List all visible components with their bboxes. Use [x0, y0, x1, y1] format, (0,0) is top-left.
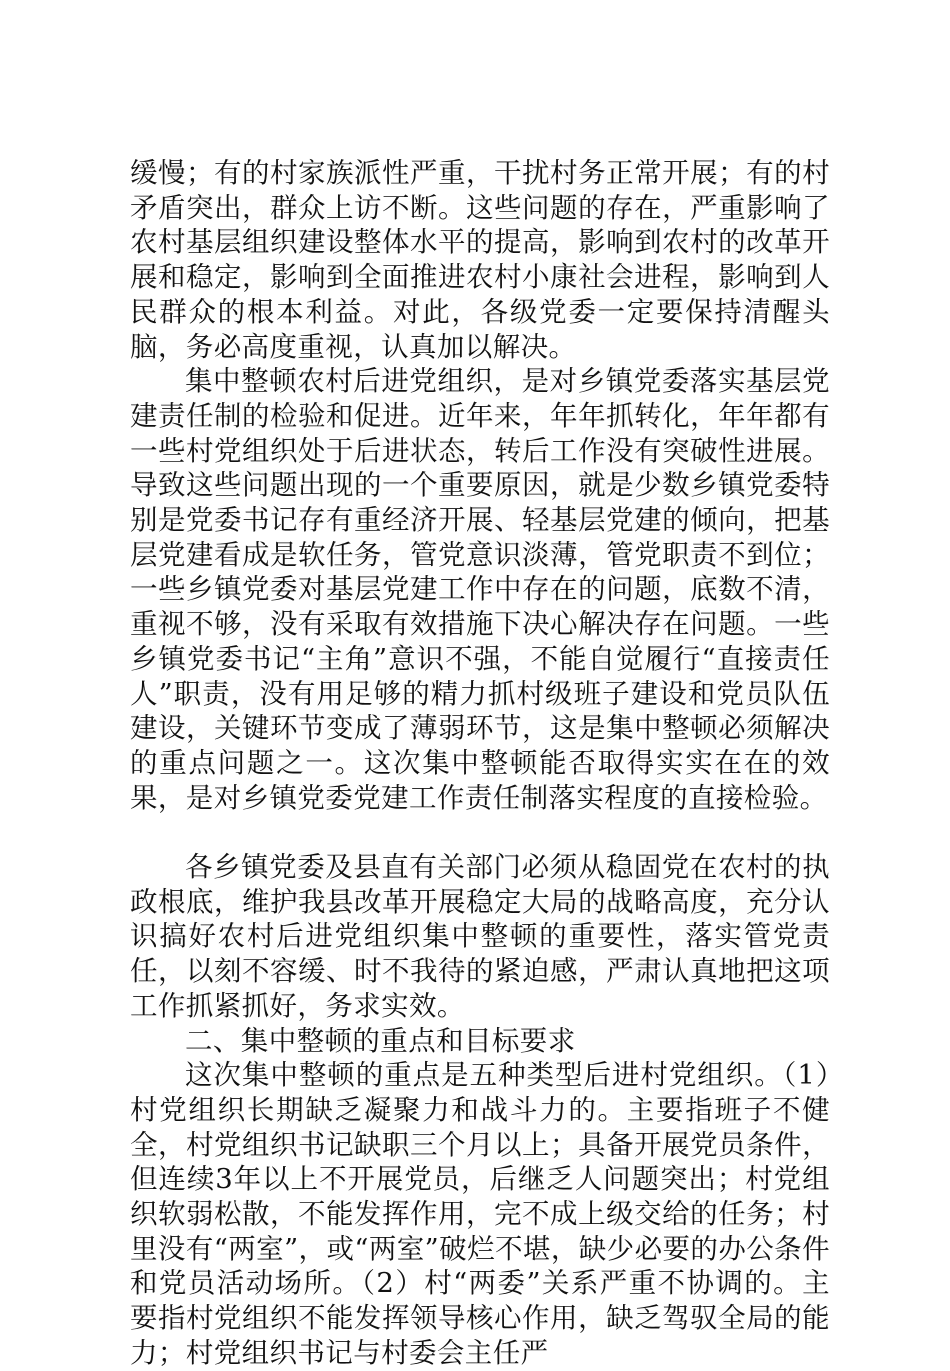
document-body	[130, 156, 830, 1371]
paragraph-party-committees: 各乡镇党委及县直有关部门必须从稳固党在农村的执政根底，维护我县改革开展稳定大局的战略高度，充分认识搞好农村后进党组织集中整顿的重要性，落实管党责任，以刻不容缓、时不我待的紧迫感，严肃认真地把这项工作抓紧抓好，务求实效。	[130, 851, 830, 1022]
paragraph-gap	[130, 815, 830, 850]
section-heading: 二、集中整顿的重点和目标要求	[185, 1024, 576, 1057]
paragraph-rectification-responsibility: 集中整顿农村后进党组织，是对乡镇党委落实基层党建责任制的检验和促进。近年来，年年抓转化，年年都有一些村党组织处于后进状态，转后工作没有突破性进展。导致这些问题出现的一个重要原因，就是少数乡镇党委特别是党委书记存有重经济开展、轻基层党建的倾向，把基层党建看成是软任务，管党意识淡薄，管党职责不到位；一些乡镇党委对基层党建工作中存在的问题，底数不清，重视不够，没有采取有效措施下决心解决存在问题。一些乡镇党委书记“主角”意识不强，不能自觉履行“直接责任人”职责，没有用足够的精力抓村级班子建设和党员队伍建设，关键环节变成了薄弱环节，这是集中整顿必须解决的重点问题之一。这次集中整顿能否取得实实在在的效果，是对乡镇党委党建工作责任制落实程度的直接检验。	[130, 365, 830, 814]
paragraph-continued: 缓慢；有的村家族派性严重，干扰村务正常开展；有的村矛盾突出，群众上访不断。这些问题的存在，严重影响了农村基层组织建设整体水平的提高，影响到农村的改革开展和稳定，影响到全面推进农村小康社会进程，影响到人民群众的根本利益。对此，各级党委一定要保持清醒头脑，务必高度重视，认真加以解决。	[130, 157, 830, 363]
paragraph-rectification-focus: 这次集中整顿的重点是五种类型后进村党组织。（1）村党组织长期缺乏凝聚力和战斗力的。主要指班子不健全，村党组织书记缺职三个月以上；具备开展党员条件，但连续3年以上不开展党员，后继乏人问题突出；村党组织软弱松散，不能发挥作用，完不成上级交给的任务；村里没有“两室”，或“两室”破烂不堪，缺少必要的办公条件和党员活动场所。（2）村“两委”关系严重不协调的。主要指村党组织不能发挥领导核心作用，缺乏驾驭全局的能力；村党组织书记与村委会主任严	[130, 1059, 830, 1369]
